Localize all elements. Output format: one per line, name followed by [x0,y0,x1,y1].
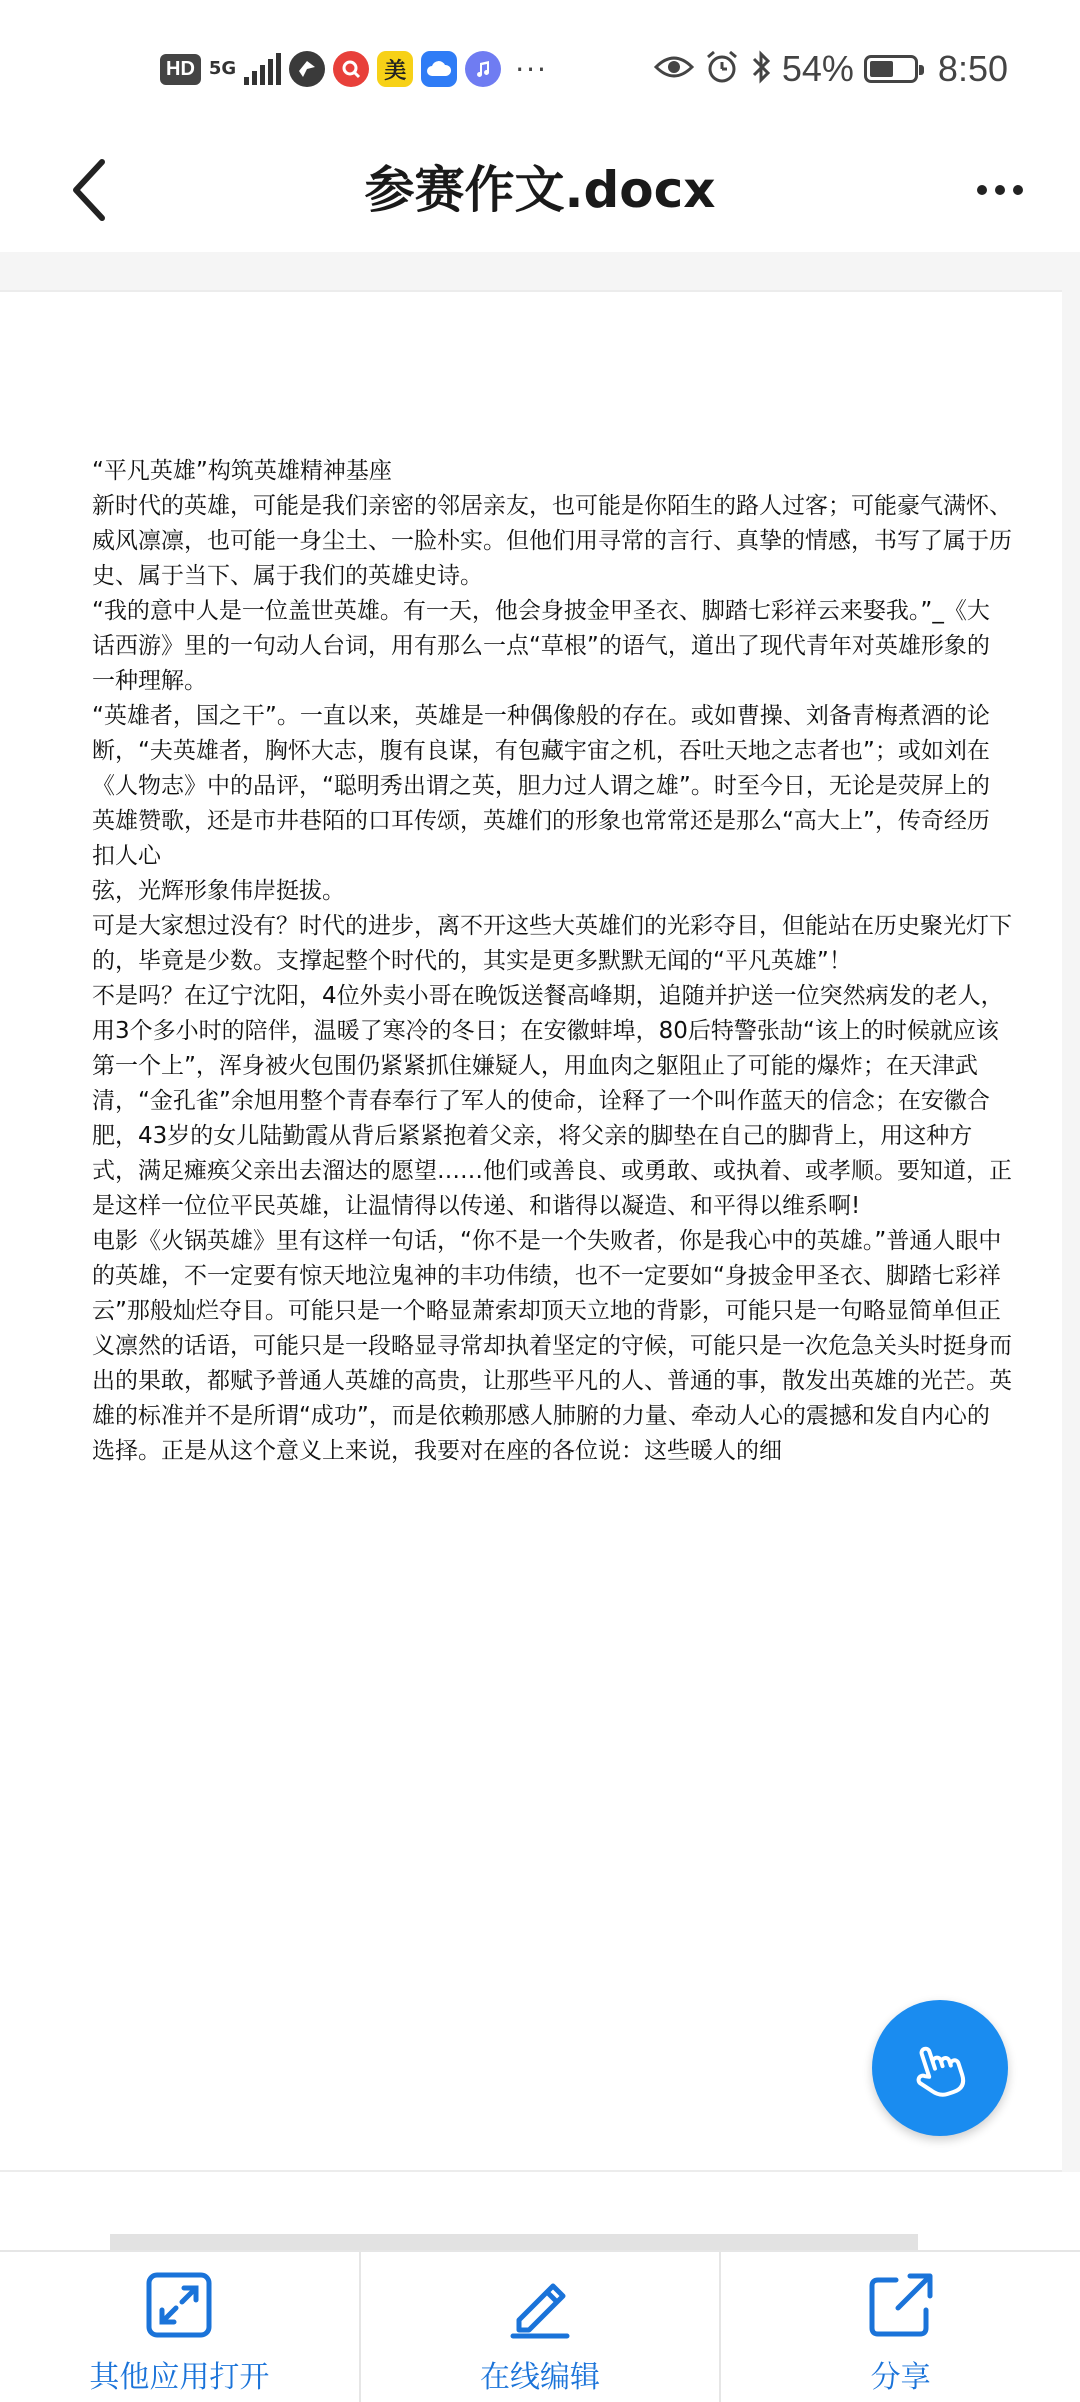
back-arrow-icon [70,158,110,222]
page-title: 参赛作文.docx [364,161,716,219]
open-with-label: 其他应用打开 [89,2360,270,2395]
cloud-app-icon [421,51,457,87]
edit-online-button[interactable] [359,2252,720,2402]
bird-app-icon [289,51,325,87]
back-button[interactable] [50,150,130,230]
doc-title: “平凡英雄”构筑英雄精神基座 [92,458,392,484]
music-app-icon [465,51,501,87]
status-icons-right [654,44,1008,94]
share-label: 分享 [870,2360,931,2395]
bluetooth-icon [750,49,772,89]
search-app-icon [333,51,369,87]
gesture-fab-button[interactable] [872,2000,1008,2136]
network-type: 5G [208,58,237,79]
clock: 8:50 [937,48,1008,89]
status-bar [0,0,1080,130]
top-app-bar [0,130,1080,254]
more-options-button[interactable] [960,150,1040,230]
dot-icon [1013,185,1023,195]
document-viewer[interactable] [0,252,1080,2172]
open-with-other-app-button[interactable] [0,2252,359,2402]
dot-icon [995,185,1005,195]
battery-percent: 54% [781,48,854,89]
doc-paragraph: 不是吗？在辽宁沈阳，4位外卖小哥在晚饭送餐高峰期，追随并护送一位突然病发的老人，用3个多小时的陪伴，温暖了寒冷的冬日；在安徽蚌埠，80后特警张劼“该上的时候就应该第一个上”，浑身被火包围仍紧紧抓住嫌疑人，用血肉之躯阻止了可能的爆炸；在天津武清，“金孔雀”余旭用整个青春奉行了军人的使命，诠释了一个叫作蓝天的信念；在安徽合肥，43岁的女儿陆勤霞从背后紧紧抱着父亲，将父亲的脚垫在自己的脚背上，用这种方式，满足瘫痪父亲出去溜达的愿望……他们或善良、或勇敢、或执着、或孝顺。要知道，正是这样一位位平民英雄，让温情得以传递、和谐得以凝造、和平得以维系啊! [92,983,1012,1219]
hd-indicator: HD [160,54,201,85]
document-body [92,454,1012,1469]
doc-paragraph: “我的意中人是一位盖世英雄。有一天，他会身披金甲圣衣、脚踏七彩祥云来娶我。”_《大话西游》里的一句动人台词，用有那么一点“草根”的语气，道出了现代青年对英雄形象的一种理解。 [92,598,990,694]
bottom-action-bar [0,2250,1080,2402]
expand-icon [144,2270,214,2340]
doc-paragraph: 新时代的英雄，可能是我们亲密的邻居亲友，也可能是你陌生的路人过客；可能豪气满怀、威风凛凛，也可能一身尘土、一脸朴实。但他们用寻常的言行、真挚的情感，书写了属于历史、属于当下、属于我们的英雄史诗。 [92,493,1012,589]
edit-online-label: 在线编辑 [480,2360,600,2395]
share-button[interactable] [719,2252,1080,2402]
doc-paragraph: 可是大家想过没有？时代的进步，离不开这些大英雄们的光彩夺目，但能站在历史聚光灯下的，毕竟是少数。支撑起整个时代的，其实是更多默默无闻的“平凡英雄”！ [92,913,1012,974]
tap-gesture-icon [905,2033,975,2103]
alarm-icon [704,49,740,89]
horizontal-scrollbar[interactable] [110,2234,918,2250]
more-notifications-icon: ··· [515,52,548,86]
signal-icon [244,53,281,85]
share-icon [866,2270,936,2340]
doc-paragraph: 弦，光辉形象伟岸挺拔。 [92,878,345,904]
pencil-icon [505,2270,575,2340]
meituan-app-icon: 美 [377,51,413,87]
document-page [0,290,1062,2172]
eye-icon [654,53,694,85]
doc-paragraph: 电影《火锅英雄》里有这样一句话，“你不是一个失败者，你是我心中的英雄。”普通人眼中的英雄，不一定要有惊天地泣鬼神的丰功伟绩，也不一定要如“身披金甲圣衣、脚踏七彩祥云”那般灿烂夺目。可能只是一个略显萧索却顶天立地的背影，可能只是一句略显简单但正义凛然的话语，可能只是一段略显寻常却执着坚定的守候，可能只是一次危急关头时挺身而出的果敢，都赋予普通人英雄的高贵，让那些平凡的人、普通的事，散发出英雄的光芒。英雄的标准并不是所谓“成功”，而是依赖那感人肺腑的力量、牵动人心的震撼和发自内心的选择。正是从这个意义上来说，我要对在座的各位说：这些暖人的细 [92,1228,1012,1464]
doc-paragraph: “英雄者，国之干”。一直以来，英雄是一种偶像般的存在。或如曹操、刘备青梅煮酒的论断，“夫英雄者，胸怀大志，腹有良谋，有包藏宇宙之机，吞吐天地之志者也”；或如刘在《人物志》中的品评，“聪明秀出谓之英，胆力过人谓之雄”。时至今日，无论是荧屏上的英雄赞歌，还是市井巷陌的口耳传颂，英雄们的形象也常常还是那么“高大上”，传奇经历扣人心 [92,703,990,869]
battery-icon [864,55,918,83]
dot-icon [977,185,987,195]
status-icons-left [160,44,548,94]
